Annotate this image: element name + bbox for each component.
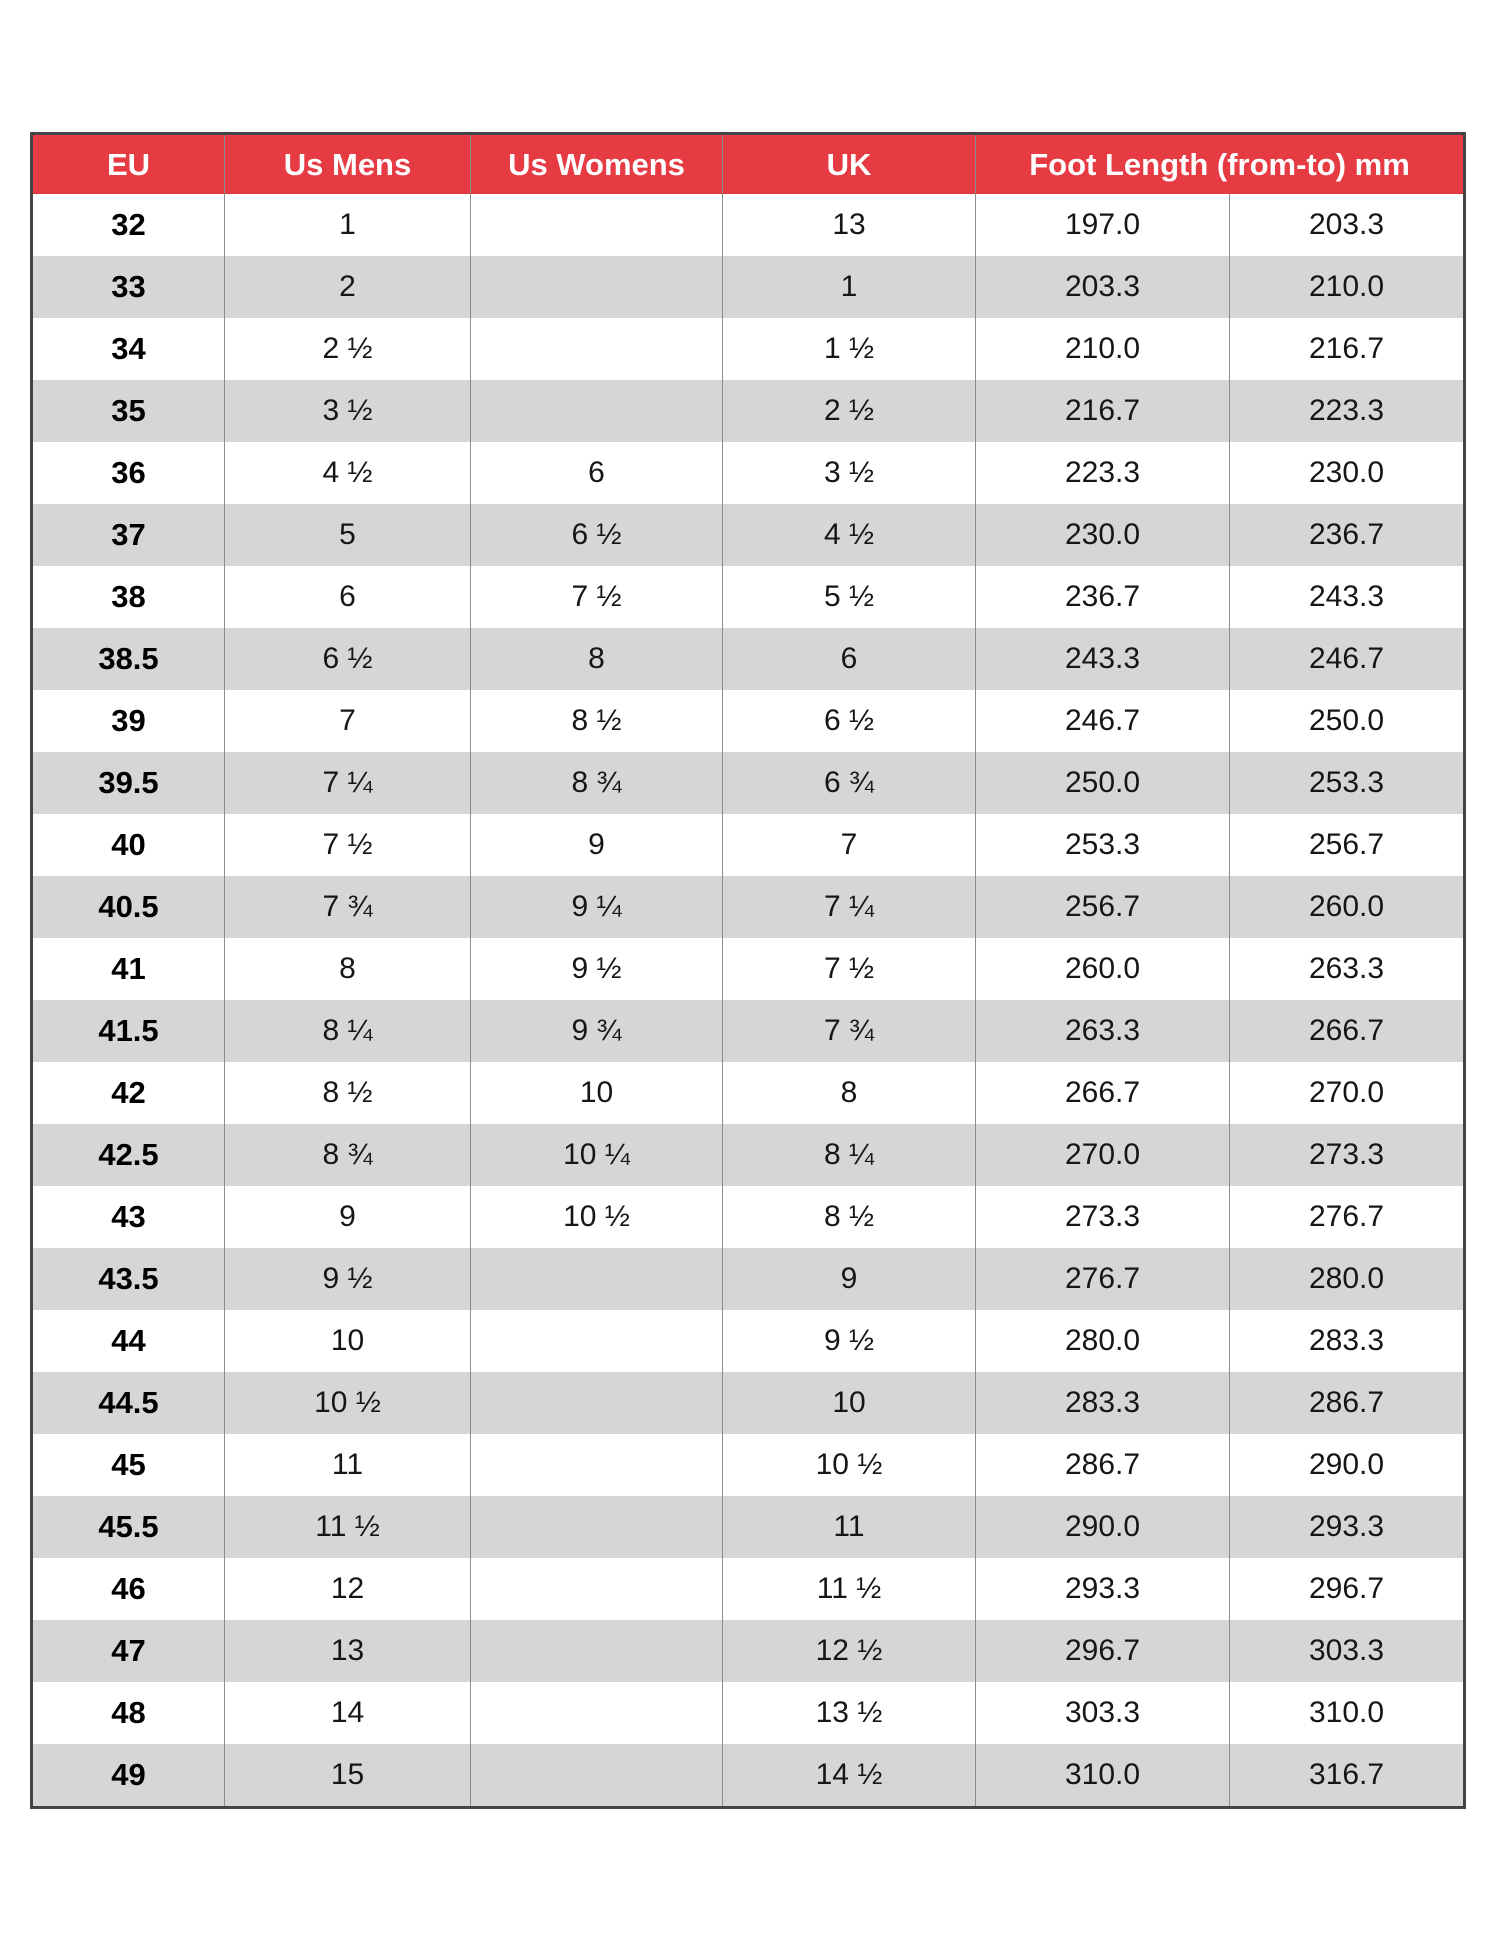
table-row: [32, 814, 1465, 876]
table-row: [32, 1682, 1465, 1744]
us-mens-cell: 15: [225, 1744, 471, 1808]
foot-length-from-cell: 223.3: [976, 442, 1230, 504]
foot-length-to-cell: 230.0: [1230, 442, 1465, 504]
eu-cell: 42.5: [32, 1124, 225, 1186]
us-womens-cell: 8: [471, 628, 723, 690]
foot-length-from-cell: 290.0: [976, 1496, 1230, 1558]
eu-cell: 38: [32, 566, 225, 628]
us-womens-cell: 9 ½: [471, 938, 723, 1000]
us-womens-cell: [471, 380, 723, 442]
foot-length-to-cell: 266.7: [1230, 1000, 1465, 1062]
us-womens-cell: [471, 318, 723, 380]
foot-length-from-cell: 210.0: [976, 318, 1230, 380]
table-row: [32, 380, 1465, 442]
uk-cell: 7 ¾: [723, 1000, 976, 1062]
eu-cell: 34: [32, 318, 225, 380]
foot-length-to-cell: 236.7: [1230, 504, 1465, 566]
eu-cell: 36: [32, 442, 225, 504]
foot-length-from-cell: 310.0: [976, 1744, 1230, 1808]
uk-cell: 12 ½: [723, 1620, 976, 1682]
foot-length-to-cell: 273.3: [1230, 1124, 1465, 1186]
eu-cell: 42: [32, 1062, 225, 1124]
foot-length-to-cell: 276.7: [1230, 1186, 1465, 1248]
uk-cell: 2 ½: [723, 380, 976, 442]
table-row: [32, 504, 1465, 566]
us-mens-cell: 13: [225, 1620, 471, 1682]
eu-cell: 47: [32, 1620, 225, 1682]
us-womens-cell: [471, 1248, 723, 1310]
uk-cell: 11: [723, 1496, 976, 1558]
eu-cell: 48: [32, 1682, 225, 1744]
uk-cell: 11 ½: [723, 1558, 976, 1620]
table-row: [32, 938, 1465, 1000]
eu-cell: 43: [32, 1186, 225, 1248]
us-mens-cell: 8 ¼: [225, 1000, 471, 1062]
eu-cell: 44: [32, 1310, 225, 1372]
uk-cell: 1: [723, 256, 976, 318]
us-mens-cell: 2: [225, 256, 471, 318]
foot-length-to-cell: 250.0: [1230, 690, 1465, 752]
foot-length-to-cell: 263.3: [1230, 938, 1465, 1000]
foot-length-to-cell: 216.7: [1230, 318, 1465, 380]
foot-length-to-cell: 243.3: [1230, 566, 1465, 628]
table-row: [32, 256, 1465, 318]
uk-cell: 5 ½: [723, 566, 976, 628]
table-row: [32, 1372, 1465, 1434]
eu-cell: 45: [32, 1434, 225, 1496]
shoe-size-conversion-table: [30, 132, 1466, 1809]
us-mens-cell: 10: [225, 1310, 471, 1372]
foot-length-from-cell: 260.0: [976, 938, 1230, 1000]
us-womens-cell: [471, 1434, 723, 1496]
us-mens-cell: 4 ½: [225, 442, 471, 504]
uk-cell: 7: [723, 814, 976, 876]
table-row: [32, 1434, 1465, 1496]
uk-cell: 4 ½: [723, 504, 976, 566]
uk-cell: 6 ¾: [723, 752, 976, 814]
foot-length-to-cell: 280.0: [1230, 1248, 1465, 1310]
uk-cell: 7 ¼: [723, 876, 976, 938]
foot-length-from-cell: 243.3: [976, 628, 1230, 690]
uk-cell: 9 ½: [723, 1310, 976, 1372]
us-womens-cell: 9 ¾: [471, 1000, 723, 1062]
eu-cell: 41: [32, 938, 225, 1000]
foot-length-from-cell: 250.0: [976, 752, 1230, 814]
table-row: [32, 318, 1465, 380]
foot-length-to-cell: 203.3: [1230, 194, 1465, 256]
table-row: [32, 876, 1465, 938]
us-mens-cell: 7: [225, 690, 471, 752]
us-womens-cell: 6 ½: [471, 504, 723, 566]
foot-length-to-cell: 316.7: [1230, 1744, 1465, 1808]
foot-length-from-cell: 256.7: [976, 876, 1230, 938]
foot-length-from-cell: 296.7: [976, 1620, 1230, 1682]
foot-length-from-cell: 266.7: [976, 1062, 1230, 1124]
uk-cell: 7 ½: [723, 938, 976, 1000]
column-header-uk: UK: [723, 134, 976, 195]
table-row: [32, 628, 1465, 690]
eu-cell: 35: [32, 380, 225, 442]
uk-cell: 8 ¼: [723, 1124, 976, 1186]
foot-length-from-cell: 276.7: [976, 1248, 1230, 1310]
foot-length-from-cell: 283.3: [976, 1372, 1230, 1434]
uk-cell: 8: [723, 1062, 976, 1124]
us-mens-cell: 2 ½: [225, 318, 471, 380]
us-mens-cell: 6 ½: [225, 628, 471, 690]
table-row: [32, 752, 1465, 814]
foot-length-from-cell: 303.3: [976, 1682, 1230, 1744]
header-row: [32, 134, 1465, 195]
uk-cell: 6 ½: [723, 690, 976, 752]
us-mens-cell: 7 ¾: [225, 876, 471, 938]
foot-length-to-cell: 310.0: [1230, 1682, 1465, 1744]
us-womens-cell: [471, 1682, 723, 1744]
us-mens-cell: 8 ½: [225, 1062, 471, 1124]
us-womens-cell: 6: [471, 442, 723, 504]
foot-length-from-cell: 230.0: [976, 504, 1230, 566]
us-womens-cell: [471, 1310, 723, 1372]
us-mens-cell: 7 ¼: [225, 752, 471, 814]
foot-length-from-cell: 253.3: [976, 814, 1230, 876]
eu-cell: 39.5: [32, 752, 225, 814]
foot-length-to-cell: 223.3: [1230, 380, 1465, 442]
column-header-foot-length: Foot Length (from-to) mm: [976, 134, 1465, 195]
foot-length-from-cell: 203.3: [976, 256, 1230, 318]
foot-length-from-cell: 216.7: [976, 380, 1230, 442]
foot-length-to-cell: 293.3: [1230, 1496, 1465, 1558]
us-mens-cell: 9 ½: [225, 1248, 471, 1310]
us-womens-cell: 9 ¼: [471, 876, 723, 938]
foot-length-from-cell: 246.7: [976, 690, 1230, 752]
foot-length-from-cell: 236.7: [976, 566, 1230, 628]
us-womens-cell: [471, 1496, 723, 1558]
table-row: [32, 1744, 1465, 1808]
eu-cell: 40: [32, 814, 225, 876]
foot-length-to-cell: 283.3: [1230, 1310, 1465, 1372]
foot-length-from-cell: 286.7: [976, 1434, 1230, 1496]
us-mens-cell: 14: [225, 1682, 471, 1744]
foot-length-to-cell: 303.3: [1230, 1620, 1465, 1682]
foot-length-to-cell: 286.7: [1230, 1372, 1465, 1434]
foot-length-to-cell: 253.3: [1230, 752, 1465, 814]
eu-cell: 33: [32, 256, 225, 318]
us-womens-cell: 10: [471, 1062, 723, 1124]
table-row: [32, 690, 1465, 752]
us-mens-cell: 8 ¾: [225, 1124, 471, 1186]
us-womens-cell: [471, 194, 723, 256]
foot-length-from-cell: 270.0: [976, 1124, 1230, 1186]
us-mens-cell: 1: [225, 194, 471, 256]
eu-cell: 37: [32, 504, 225, 566]
us-womens-cell: [471, 1558, 723, 1620]
us-mens-cell: 7 ½: [225, 814, 471, 876]
uk-cell: 8 ½: [723, 1186, 976, 1248]
us-mens-cell: 8: [225, 938, 471, 1000]
table-row: [32, 1000, 1465, 1062]
uk-cell: 14 ½: [723, 1744, 976, 1808]
foot-length-to-cell: 260.0: [1230, 876, 1465, 938]
foot-length-from-cell: 263.3: [976, 1000, 1230, 1062]
foot-length-to-cell: 246.7: [1230, 628, 1465, 690]
us-mens-cell: 9: [225, 1186, 471, 1248]
table-row: [32, 566, 1465, 628]
eu-cell: 38.5: [32, 628, 225, 690]
foot-length-from-cell: 197.0: [976, 194, 1230, 256]
eu-cell: 46: [32, 1558, 225, 1620]
table-row: [32, 442, 1465, 504]
us-womens-cell: 7 ½: [471, 566, 723, 628]
table-row: [32, 1186, 1465, 1248]
us-mens-cell: 3 ½: [225, 380, 471, 442]
table-row: [32, 1496, 1465, 1558]
eu-cell: 39: [32, 690, 225, 752]
uk-cell: 9: [723, 1248, 976, 1310]
foot-length-to-cell: 210.0: [1230, 256, 1465, 318]
table-row: [32, 1620, 1465, 1682]
uk-cell: 13: [723, 194, 976, 256]
eu-cell: 32: [32, 194, 225, 256]
uk-cell: 10: [723, 1372, 976, 1434]
eu-cell: 43.5: [32, 1248, 225, 1310]
table-row: [32, 1062, 1465, 1124]
column-header-us-mens: Us Mens: [225, 134, 471, 195]
foot-length-to-cell: 256.7: [1230, 814, 1465, 876]
foot-length-from-cell: 293.3: [976, 1558, 1230, 1620]
foot-length-to-cell: 296.7: [1230, 1558, 1465, 1620]
us-mens-cell: 5: [225, 504, 471, 566]
table-row: [32, 1558, 1465, 1620]
uk-cell: 10 ½: [723, 1434, 976, 1496]
eu-cell: 40.5: [32, 876, 225, 938]
us-mens-cell: 11: [225, 1434, 471, 1496]
column-header-eu: EU: [32, 134, 225, 195]
eu-cell: 41.5: [32, 1000, 225, 1062]
us-womens-cell: 8 ½: [471, 690, 723, 752]
uk-cell: 6: [723, 628, 976, 690]
eu-cell: 45.5: [32, 1496, 225, 1558]
foot-length-to-cell: 270.0: [1230, 1062, 1465, 1124]
us-mens-cell: 12: [225, 1558, 471, 1620]
us-womens-cell: 9: [471, 814, 723, 876]
uk-cell: 1 ½: [723, 318, 976, 380]
uk-cell: 13 ½: [723, 1682, 976, 1744]
us-womens-cell: 10 ¼: [471, 1124, 723, 1186]
us-womens-cell: [471, 1744, 723, 1808]
foot-length-to-cell: 290.0: [1230, 1434, 1465, 1496]
table-row: [32, 194, 1465, 256]
us-womens-cell: 10 ½: [471, 1186, 723, 1248]
table-body: [32, 194, 1465, 1808]
table-row: [32, 1310, 1465, 1372]
us-mens-cell: 6: [225, 566, 471, 628]
table-row: [32, 1248, 1465, 1310]
us-womens-cell: [471, 256, 723, 318]
eu-cell: 49: [32, 1744, 225, 1808]
us-mens-cell: 11 ½: [225, 1496, 471, 1558]
column-header-us-womens: Us Womens: [471, 134, 723, 195]
foot-length-from-cell: 273.3: [976, 1186, 1230, 1248]
us-womens-cell: [471, 1372, 723, 1434]
uk-cell: 3 ½: [723, 442, 976, 504]
us-womens-cell: 8 ¾: [471, 752, 723, 814]
foot-length-from-cell: 280.0: [976, 1310, 1230, 1372]
table-row: [32, 1124, 1465, 1186]
us-womens-cell: [471, 1620, 723, 1682]
us-mens-cell: 10 ½: [225, 1372, 471, 1434]
eu-cell: 44.5: [32, 1372, 225, 1434]
